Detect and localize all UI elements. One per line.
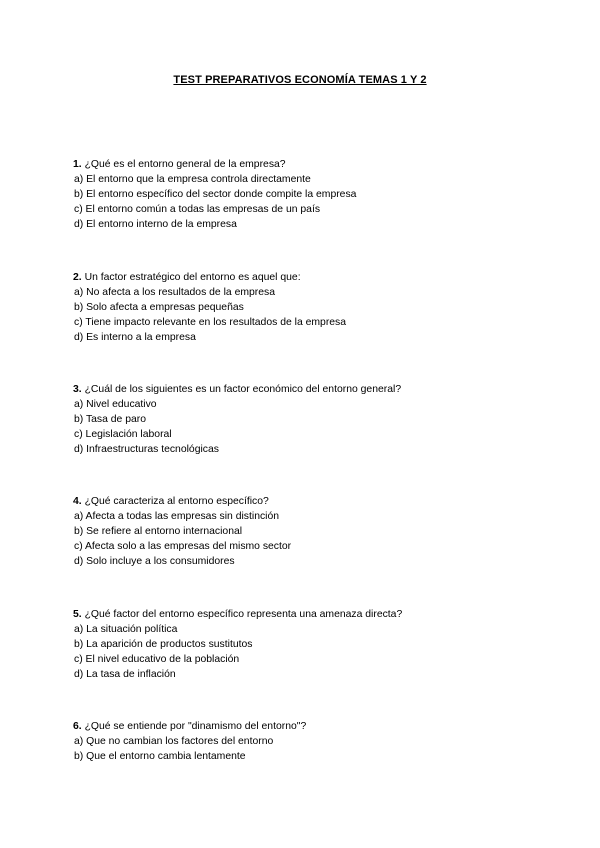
question-4 bbox=[73, 494, 513, 569]
option-b: b) Se refiere al entorno internacional bbox=[74, 526, 243, 537]
option-c: c) Afecta solo a las empresas del mismo sector bbox=[74, 541, 292, 552]
question-text: ¿Qué factor del entorno específico representa una amenaza directa? bbox=[84, 609, 403, 620]
option-d: d) Es interno a la empresa bbox=[74, 332, 196, 343]
question-stem bbox=[73, 270, 513, 285]
option-a: a) No afecta a los resultados de la empresa bbox=[74, 287, 275, 298]
option-b: b) Solo afecta a empresas pequeñas bbox=[74, 302, 244, 313]
option-d: d) Infraestructuras tecnológicas bbox=[74, 444, 219, 455]
option-b: b) El entorno específico del sector donde compite la empresa bbox=[74, 189, 357, 200]
question-text: ¿Qué se entiende por "dinamismo del entorno"? bbox=[84, 721, 307, 732]
question-text: ¿Cuál de los siguientes es un factor económico del entorno general? bbox=[84, 384, 402, 395]
option-b: b) Que el entorno cambia lentamente bbox=[74, 751, 246, 762]
option-c: c) Legislación laboral bbox=[74, 429, 172, 440]
option-c: c) El nivel educativo de la población bbox=[74, 654, 240, 665]
option-c: c) El entorno común a todas las empresas de un país bbox=[74, 204, 321, 215]
question-5 bbox=[73, 607, 513, 682]
option-d: d) El entorno interno de la empresa bbox=[74, 219, 237, 230]
question-text: ¿Qué es el entorno general de la empresa? bbox=[84, 159, 286, 170]
question-stem bbox=[73, 494, 513, 509]
option-c: c) Tiene impacto relevante en los resultados de la empresa bbox=[74, 317, 347, 328]
option-a: a) La situación política bbox=[74, 624, 178, 635]
question-stem bbox=[73, 607, 513, 622]
question-number: 6. bbox=[73, 721, 82, 732]
option-a: a) Afecta a todas las empresas sin distinción bbox=[74, 511, 280, 522]
question-stem bbox=[73, 157, 513, 172]
option-d: d) Solo incluye a los consumidores bbox=[74, 556, 235, 567]
option-a: a) Nivel educativo bbox=[74, 399, 157, 410]
question-number: 3. bbox=[73, 384, 82, 395]
question-number: 4. bbox=[73, 496, 82, 507]
question-number: 5. bbox=[73, 609, 82, 620]
question-text: Un factor estratégico del entorno es aquel que: bbox=[84, 272, 301, 283]
question-2 bbox=[73, 270, 513, 345]
question-1 bbox=[73, 157, 513, 232]
question-stem bbox=[73, 382, 513, 397]
question-text: ¿Qué caracteriza al entorno específico? bbox=[84, 496, 269, 507]
option-a: a) El entorno que la empresa controla directamente bbox=[74, 174, 311, 185]
option-d: d) La tasa de inflación bbox=[74, 669, 176, 680]
question-number: 1. bbox=[73, 159, 82, 170]
option-b: b) Tasa de paro bbox=[74, 414, 147, 425]
option-b: b) La aparición de productos sustitutos bbox=[74, 639, 253, 650]
option-a: a) Que no cambian los factores del entorno bbox=[74, 736, 274, 747]
document-title: TEST PREPARATIVOS ECONOMÍA TEMAS 1 Y 2 bbox=[173, 74, 427, 86]
question-number: 2. bbox=[73, 272, 82, 283]
question-3 bbox=[73, 382, 513, 457]
question-stem bbox=[73, 719, 513, 734]
question-6 bbox=[73, 719, 513, 764]
